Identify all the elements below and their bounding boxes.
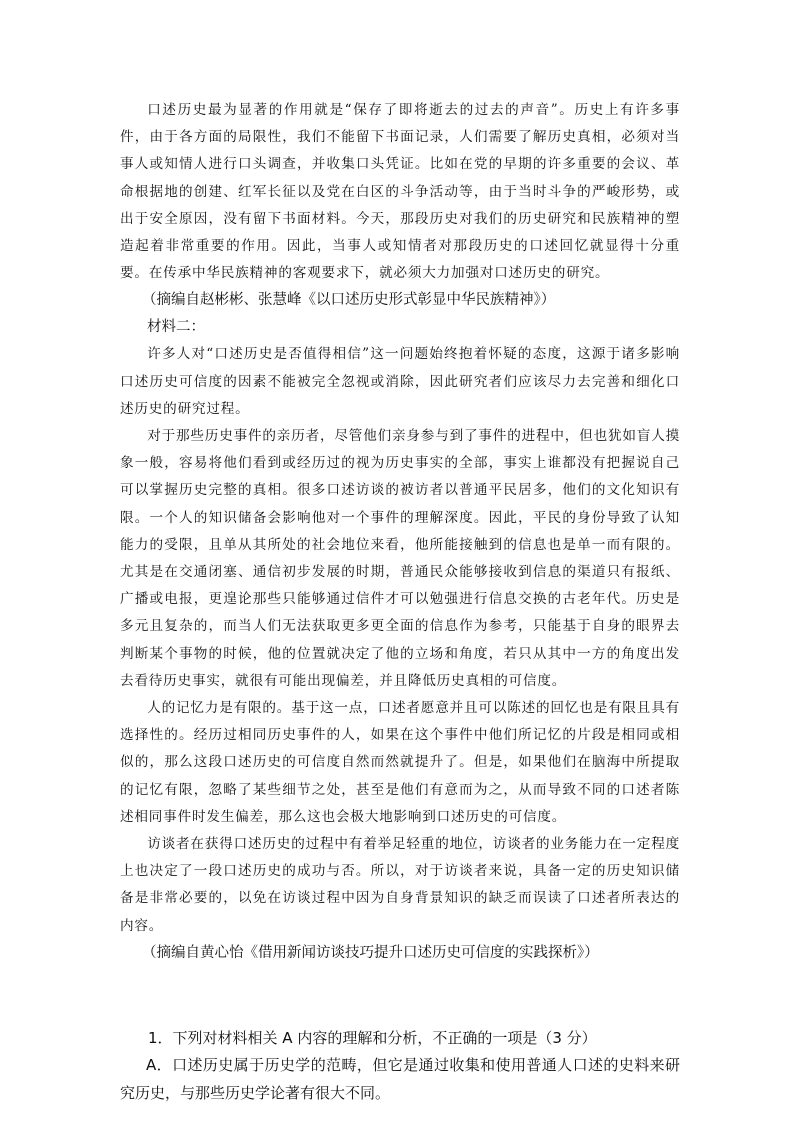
material1-paragraph: 口述历史最为显著的作用就是“保存了即将逝去的过去的声音”。历史上有许多事件，由于各方面的局限性，我们不能留下书面记录，人们需要了解历史真相，必须对当事人或知情人进行口头调查，并收集口头凭证。比如在党的早期的许多重要的会议、革命根据地的创建、红军长征以及党在白区的斗争活动等，由于当时斗争的严峻形势，或出于安全原因，没有留下书面材料。今天，那段历史对我们的历史研究和民族精神的塑造起着非常重要的作用。因此，当事人或知情者对那段历史的口述回忆就显得十分重要。在传承中华民族精神的客观要求下，就必须大力加强对口述历史的研究。 (120, 102, 680, 282)
material2-paragraph-3: 人的记忆力是有限的。基于这一点，口述者愿意并且可以陈述的回忆也是有限且具有选择性的。经历过相同历史事件的人，如果在这个事件中他们所记忆的片段是相同或相似的，那么这段口述历史的可信度自然而然就提升了。但是，如果他们在脑海中所提取的记忆有限，忽略了某些细节之处，甚至是他们有意而为之，从而导致不同的口述者陈述相同事件时发生偏差，那么这也会极大地影响到口述历史的可信度。 (120, 700, 680, 825)
question-1-option-a: A．口述历史属于历史学的范畴，但它是通过收集和使用普通人口述的史料来研究历史，与那些历史学论著有很大不同。 (120, 1056, 680, 1102)
material2-label: 材料二： (147, 319, 205, 336)
material2-citation: （摘编自黄心怡《借用新闻访谈技巧提升口述历史可信度的实践探析》） (142, 944, 599, 961)
material2-paragraph-4: 访谈者在获得口述历史的过程中有着举足轻重的地位，访谈者的业务能力在一定程度上也决定了一段口述历史的成功与否。所以，对于访谈者来说，具备一定的历史知识储备是非常必要的，以免在访谈过程中因为自身背景知识的缺乏而误读了口述者所表达的内容。 (120, 836, 680, 934)
question-1-stem: 1．下列对材料相关 A 内容的理解和分析，不正确的一项是（3 分） (148, 1028, 597, 1047)
material1-citation: （摘编自赵彬彬、张慧峰《以口述历史形式彰显中华民族精神》） (142, 292, 556, 309)
material2-paragraph-1: 许多人对“口述历史是否值得相信”这一问题始终抱着怀疑的态度，这源于诸多影响口述历史可信度的因素不能被完全忽视或消除，因此研究者们应该尽力去完善和细化口述历史的研究过程。 (120, 346, 680, 417)
document-page (120, 97, 680, 1107)
material2-paragraph-2: 对于那些历史事件的亲历者，尽管他们亲身参与到了事件的进程中，但也犹如盲人摸象一般，容易将他们看到或经历过的视为历史事实的全部，事实上谁都没有把握说自己可以掌握历史完整的真相。很多口述访谈的被访者以普通平民居多，他们的文化知识有限。一个人的知识储备会影响他对一个事件的理解深度。因此，平民的身份导致了认知能力的受限，且单从其所处的社会地位来看，他所能接触到的信息也是单一而有限的。尤其是在交通闭塞、通信初步发展的时期，普通民众能够接收到信息的渠道只有报纸、广播或电报，更遑论那些只能够通过信件才可以勉强进行信息交换的古老年代。历史是多元且复杂的，而当人们无法获取更多更全面的信息作为参考，只能基于自身的眼界去判断某个事物的时候，他的位置就决定了他的立场和角度，若只从其中一方的角度出发去看待历史事实，就很有可能出现偏差，并且降低历史真相的可信度。 (120, 428, 680, 689)
question-section (120, 1025, 680, 1108)
